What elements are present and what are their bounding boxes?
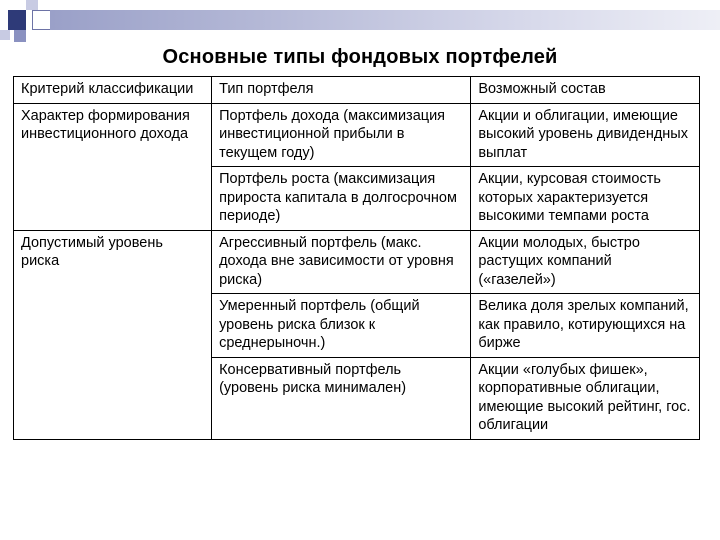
portfolio-types-table: [13, 76, 700, 440]
header-composition: Возможный состав: [471, 77, 700, 104]
composition-cell: Акции и облигации, имеющие высокий уровень дивидендных выплат: [471, 103, 700, 167]
type-cell: Консервативный портфель (уровень риска минимален): [212, 357, 471, 439]
type-cell: Умеренный портфель (общий уровень риска близок к среднерыночн.): [212, 294, 471, 358]
type-cell: Портфель дохода (максимизация инвестиционной прибыли в текущем году): [212, 103, 471, 167]
header-band: [50, 10, 720, 30]
table-row: [14, 103, 700, 167]
decor-square: [0, 30, 10, 40]
composition-cell: Велика доля зрелых компаний, как правило, котирующихся на бирже: [471, 294, 700, 358]
decor-square: [8, 10, 26, 30]
page-title: Основные типы фондовых портфелей: [162, 46, 558, 68]
type-cell: Агрессивный портфель (макс. дохода вне зависимости от уровня риска): [212, 230, 471, 294]
criterion-cell: Допустимый уровень риска: [14, 230, 212, 439]
decor-square: [26, 0, 38, 10]
decor-square: [14, 30, 26, 42]
criterion-cell: Характер формирования инвестиционного дохода: [14, 103, 212, 230]
composition-cell: Акции молодых, быстро растущих компаний («газелей»): [471, 230, 700, 294]
type-cell: Портфель роста (максимизация прироста капитала в долгосрочном периоде): [212, 167, 471, 231]
composition-cell: Акции, курсовая стоимость которых характеризуется высокими темпами роста: [471, 167, 700, 231]
composition-cell: Акции «голубых фишек», корпоративные облигации, имеющие высокий рейтинг, гос. облигации: [471, 357, 700, 439]
header-type: Тип портфеля: [212, 77, 471, 104]
decor-square: [32, 10, 52, 30]
header-criterion: Критерий классификации: [14, 77, 212, 104]
table-header-row: [14, 77, 700, 104]
table-row: [14, 230, 700, 294]
